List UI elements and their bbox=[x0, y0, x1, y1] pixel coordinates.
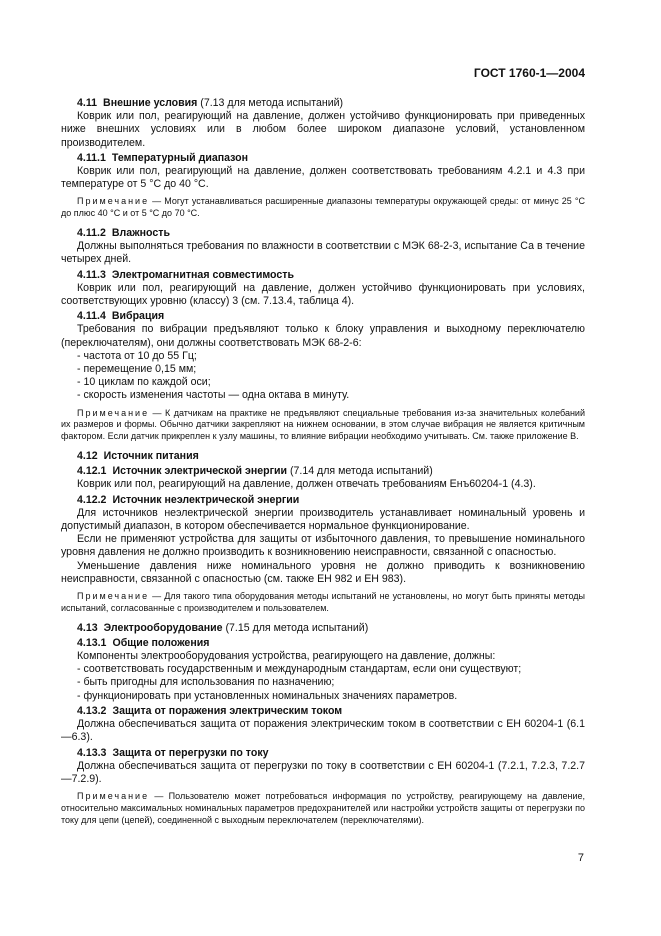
list-item: - соответствовать государственным и международным стандартам, если они существуют; bbox=[61, 663, 585, 676]
section-title: Вибрация bbox=[111, 310, 165, 323]
section-number: 4.11.4 bbox=[77, 310, 106, 323]
section-heading bbox=[61, 747, 585, 760]
section-heading bbox=[61, 494, 585, 507]
section-number: 4.13.1 bbox=[77, 636, 107, 649]
section-title: Защита от поражения электрическим током bbox=[112, 704, 343, 717]
section-number: 4.13 bbox=[77, 621, 98, 634]
list-item: - 10 циклам по каждой оси; bbox=[61, 376, 585, 389]
section-heading bbox=[61, 269, 585, 282]
section-number: 4.12.1 bbox=[77, 465, 107, 478]
list-item: - перемещение 0,15 мм; bbox=[61, 363, 585, 376]
section-title: Источник неэлектрической энергии bbox=[112, 493, 300, 506]
section-number: 4.13.2 bbox=[77, 704, 107, 717]
section-heading bbox=[61, 97, 585, 110]
section-title: Защита от перегрузки по току bbox=[112, 746, 269, 759]
section-number: 4.11.2 bbox=[77, 227, 106, 240]
section-title: Источник электрической энергии bbox=[112, 465, 288, 478]
list-item: - скорость изменения частоты — одна октава в минуту. bbox=[61, 389, 585, 402]
paragraph: Если не применяют устройства для защиты от избыточного давления, то превышение номинального уровня давления не должно производить к возникновению неисправности, связанной с опасностью. bbox=[61, 533, 585, 559]
paragraph: Должна обеспечиваться защита от перегрузки по току в соответствии с ЕН 60204-1 (7.2.1, 7.2.3, 7.2.7—7.2.9). bbox=[61, 759, 585, 785]
paragraph: Компоненты электрооборудования устройства, реагирующего на давление, должны: bbox=[77, 650, 496, 663]
list-item: - быть пригодны для использования по назначению; bbox=[61, 676, 585, 689]
list-item: - частота от 10 до 55 Гц; bbox=[61, 350, 585, 363]
section-title: Общие положения bbox=[112, 636, 210, 649]
section-heading bbox=[61, 465, 585, 478]
section-title: Электромагнитная совместимость bbox=[111, 268, 294, 281]
note-label: Примечание bbox=[77, 791, 150, 802]
section-number: 4.12 bbox=[77, 450, 98, 463]
section-number: 4.13.3 bbox=[77, 746, 107, 759]
section-number: 4.11.1 bbox=[77, 151, 106, 164]
section-heading bbox=[61, 637, 585, 650]
paragraph: Должны выполняться требования по влажности в соответствии с МЭК 68-2-3, испытание Са в течение четырех дней. bbox=[61, 240, 585, 266]
section-heading bbox=[61, 310, 585, 323]
paragraph: Для источников неэлектрической энергии производитель устанавливает номинальный уровень и допустимый диапазон, в котором обеспечивается нормальное функционирование. bbox=[61, 506, 585, 533]
paragraph: Коврик или пол, реагирующий на давление, должен отвечать требованиям Енъ60204-1 (4.3). bbox=[77, 478, 536, 491]
note bbox=[61, 408, 585, 443]
note-label: Примечание bbox=[77, 407, 150, 418]
note-label: Примечание bbox=[77, 591, 150, 602]
section-heading bbox=[61, 152, 585, 165]
section-title: Температурный диапазон bbox=[111, 151, 249, 164]
paragraph: Уменьшение давления ниже номинального уровня не должно приводить к возникновению неисправности, связанной с опасностью (см. также ЕН 982 и ЕН 983). bbox=[61, 559, 585, 585]
section-heading bbox=[61, 622, 585, 635]
section-heading bbox=[61, 227, 585, 240]
section-title: Влажность bbox=[111, 227, 170, 240]
paragraph: Коврик или пол, реагирующий на давление, должен соответствовать требованиям 4.2.1 и 4.3 при температуре от 5 °С до 40 °С. bbox=[61, 165, 585, 191]
section-reference: (7.13 для метода испытаний) bbox=[197, 97, 344, 109]
note-text: — К датчикам на практике не предъявляют специальные требования из-за значительных колебаний их размеров и формы. Обычно датчики закрепляют на нижнем основании, в этом случае вибрация не является критичным фактором. Если датчик прикреплен к узлу машины, то влияние вибрации необходимо учитывать. См. также приложение В. bbox=[61, 407, 585, 442]
note-text: — Пользователю может потребоваться информация по устройству, реагирующему на давление, относительно максимальных номинальных параметров предохранителей или настройки устройств защиты от перегрузки по току для цепи (цепей), соединенной с выходным переключателем (переключателями). bbox=[61, 791, 585, 825]
paragraph: Должна обеспечиваться защита от поражения электрическим током в соответствии с ЕН 60204-1 (6.1—6.3). bbox=[61, 718, 585, 744]
document-body bbox=[61, 95, 585, 834]
paragraph: Коврик или пол, реагирующий на давление, должен устойчиво функционировать при приведенных ниже внешних условиях или в любом более широком диапазоне условий, установленном производителем. bbox=[61, 110, 585, 149]
section-reference: (7.14 для метода испытаний) bbox=[287, 465, 433, 478]
paragraph: Требования по вибрации предъявляют только к блоку управления и выходному переключателю (переключателям), они должны соответствовать МЭК 68-2-6: bbox=[61, 323, 585, 349]
section-title: Внешние условия bbox=[103, 97, 198, 109]
section-heading bbox=[61, 450, 585, 463]
note bbox=[61, 196, 585, 220]
note-text: — Для такого типа оборудования методы испытаний не установлены, но могут быть приняты методы испытаний, согласованные с производителем и пользователем. bbox=[61, 591, 585, 613]
note-label: Примечание bbox=[77, 196, 150, 207]
note bbox=[61, 791, 585, 826]
section-heading bbox=[61, 705, 585, 718]
section-reference: (7.15 для метода испытаний) bbox=[222, 621, 369, 634]
paragraph: Коврик или пол, реагирующий на давление, должен устойчиво функционировать при условиях, соответствующих уровню (классу) 3 (см. 7.13.4, таблица 4). bbox=[61, 281, 585, 308]
note bbox=[61, 591, 585, 615]
document-id: ГОСТ 1760-1—2004 bbox=[473, 66, 585, 80]
page-number: 7 bbox=[577, 852, 584, 864]
section-number: 4.11.3 bbox=[77, 268, 106, 281]
note-text: — Могут устанавливаться расширенные диапазоны температуры окружающей среды: от минус 25 °С до плюс 40 °С и от 5 °С до 70 °С. bbox=[61, 196, 585, 219]
section-title: Электрооборудование bbox=[103, 621, 223, 634]
list-item: - функционировать при установленных номинальных значениях параметров. bbox=[61, 690, 585, 703]
section-number: 4.12.2 bbox=[77, 493, 107, 506]
section-number: 4.11 bbox=[77, 97, 98, 109]
section-title: Источник питания bbox=[103, 450, 199, 463]
